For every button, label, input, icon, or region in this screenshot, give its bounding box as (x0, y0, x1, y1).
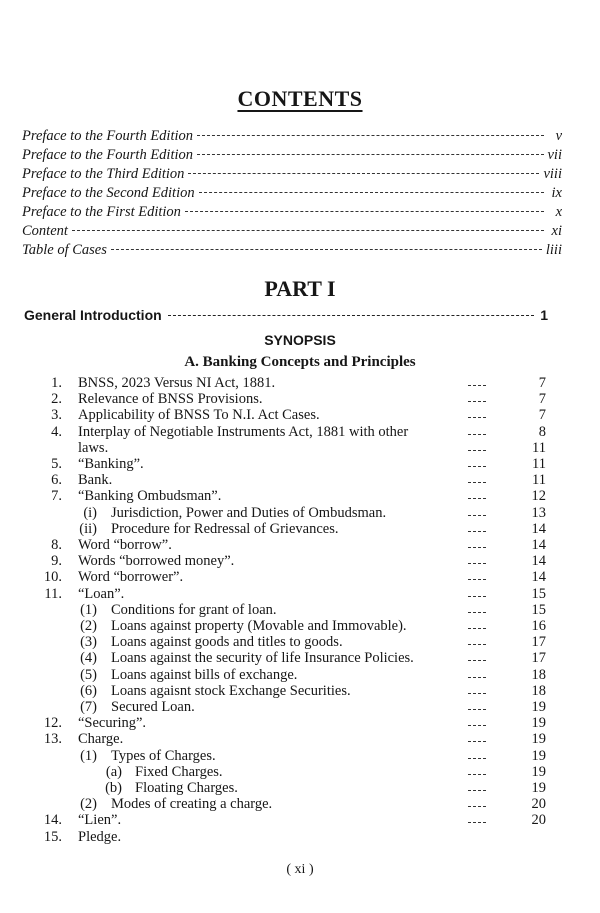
entry-page: 11 (532, 472, 546, 489)
entry-number: 5. (51, 456, 62, 472)
entry-page: 8 (538, 423, 546, 440)
leader-dashes (468, 472, 486, 483)
leader-dashes (468, 715, 486, 726)
leader-dashes (188, 173, 539, 174)
entry-page: 14 (531, 553, 546, 570)
synopsis-entry (0, 505, 600, 521)
synopsis-entry (0, 456, 600, 472)
leader-dashes (468, 456, 486, 467)
leader-dashes (197, 154, 543, 155)
entry-page: 19 (531, 763, 546, 780)
entry-number: 6. (51, 472, 62, 489)
synopsis-entry (0, 829, 600, 845)
leader-dashes (468, 391, 486, 402)
entry-label: Loans against the security of life Insurance Policies. (111, 650, 414, 667)
synopsis-entry (0, 488, 600, 504)
leader-dashes (468, 634, 486, 645)
entry-page: 7 (538, 375, 546, 391)
entry-page: 11 (532, 439, 546, 456)
entry-label: Loans against property (Movable and Immovable). (111, 618, 407, 634)
front-matter-page: liii (545, 242, 562, 258)
front-matter-page: ix (551, 185, 562, 201)
synopsis-entry (0, 667, 600, 683)
synopsis-entry (0, 683, 600, 699)
front-matter-label: Content (22, 223, 68, 239)
entry-label: Loans agaisnt stock Exchange Securities. (111, 682, 351, 699)
entry-page: 17 (531, 650, 546, 667)
entry-label: Jurisdiction, Power and Duties of Ombudsman. (111, 504, 387, 521)
synopsis-entry (0, 650, 600, 666)
entry-page: 20 (531, 796, 546, 813)
leader-dashes (468, 586, 486, 597)
leader-dashes (199, 192, 544, 193)
leader-dashes (468, 796, 486, 807)
leader-dashes (468, 440, 486, 451)
entry-label: laws. (78, 439, 109, 456)
leader-dashes (468, 764, 486, 775)
entry-number: (7) (80, 699, 97, 715)
entry-number: (1) (80, 747, 97, 764)
leader-dashes (468, 505, 486, 516)
synopsis-entry (0, 796, 600, 812)
front-matter-label: Preface to the First Edition (22, 204, 181, 220)
synopsis-entry (0, 602, 600, 618)
front-matter-page: v (555, 128, 562, 144)
part-heading: PART I (264, 276, 336, 301)
entry-number: (a) (105, 763, 122, 780)
front-matter-item (22, 223, 562, 242)
entry-label: Modes of creating a charge. (111, 796, 273, 813)
leader-dashes (468, 537, 486, 548)
front-matter-page: vii (547, 147, 562, 163)
synopsis-entry (0, 586, 600, 602)
entry-page: 14 (531, 520, 546, 537)
entry-label: Types of Charges. (111, 747, 216, 764)
front-matter-item (22, 204, 562, 223)
leader-dashes (468, 488, 486, 499)
entry-label: Charge. (78, 731, 124, 748)
entry-label: Pledge. (78, 828, 122, 845)
entry-page: 7 (538, 407, 546, 424)
entry-number: (4) (80, 650, 97, 667)
entry-label: “Securing”. (78, 715, 147, 732)
entry-label: Applicability of BNSS To N.I. Act Cases. (78, 407, 320, 424)
entry-page: 15 (531, 585, 546, 602)
entry-label: Procedure for Redressal of Grievances. (111, 520, 339, 537)
leader-dashes (468, 667, 486, 678)
entry-label: Secured Loan. (111, 699, 195, 715)
front-matter-label: Preface to the Third Edition (22, 166, 185, 182)
front-matter-page: viii (543, 166, 562, 182)
entry-number: (6) (80, 682, 97, 699)
synopsis-entry (0, 715, 600, 731)
leader-dashes (468, 602, 486, 613)
entry-page: 14 (531, 569, 546, 586)
front-matter-page: xi (551, 223, 562, 239)
entry-label: Loans against bills of exchange. (111, 666, 298, 683)
leader-dashes (468, 618, 486, 629)
front-matter-label: Preface to the Fourth Edition (22, 147, 194, 163)
entry-number: (ii) (79, 520, 97, 537)
entry-number: 10. (43, 569, 62, 586)
general-introduction-row (24, 307, 548, 323)
entry-label: Words “borrowed money”. (78, 553, 235, 570)
entry-number: (5) (80, 666, 97, 683)
general-introduction-label: General Introduction (24, 307, 162, 323)
front-matter-list (22, 128, 562, 261)
entry-number: 11. (44, 585, 62, 602)
synopsis-heading: SYNOPSIS (264, 332, 336, 348)
entry-label: Fixed Charges. (135, 763, 223, 780)
entry-number: (i) (83, 504, 97, 521)
entry-label: “Banking Ombudsman”. (78, 488, 222, 505)
leader-dashes (168, 315, 535, 316)
synopsis-entry (0, 618, 600, 634)
front-matter-label: Preface to the Second Edition (22, 185, 195, 201)
leader-dashes (468, 375, 486, 386)
entry-number: 12. (43, 715, 62, 732)
synopsis-entry (0, 440, 600, 456)
entry-page: 7 (538, 391, 546, 408)
leader-dashes (468, 569, 486, 580)
synopsis-entry (0, 569, 600, 585)
general-introduction-page: 1 (540, 307, 548, 323)
entry-page: 19 (531, 731, 546, 748)
front-matter-item (22, 128, 562, 147)
synopsis-entry (0, 731, 600, 747)
entry-number: 15. (43, 828, 62, 845)
entry-label: Word “borrower”. (78, 569, 184, 586)
synopsis-entry (0, 537, 600, 553)
synopsis-entry (0, 391, 600, 407)
entry-label: Floating Charges. (135, 780, 238, 796)
contents-title: CONTENTS (237, 86, 363, 111)
front-matter-item (22, 147, 562, 166)
leader-dashes (468, 748, 486, 759)
leader-dashes (468, 521, 486, 532)
entry-page: 13 (531, 504, 546, 521)
section-heading: A. Banking Concepts and Principles (184, 354, 416, 370)
synopsis-entry (0, 521, 600, 537)
front-matter-page: x (555, 204, 562, 220)
front-matter-item (22, 242, 562, 261)
leader-dashes (468, 812, 486, 823)
synopsis-entry (0, 780, 600, 796)
entry-label: “Banking”. (78, 456, 144, 472)
front-matter-item (22, 185, 562, 204)
synopsis-entry (0, 812, 600, 828)
leader-dashes (468, 424, 486, 435)
entry-label: Relevance of BNSS Provisions. (78, 391, 263, 408)
entry-label: Conditions for grant of loan. (111, 601, 277, 618)
entry-page: 14 (531, 537, 546, 553)
entry-number: 13. (43, 731, 62, 748)
entry-label: Interplay of Negotiable Instruments Act, 1881 with other (78, 423, 409, 440)
synopsis-entry (0, 699, 600, 715)
synopsis-entry (0, 375, 600, 391)
leader-dashes (185, 211, 544, 212)
entry-page: 15 (531, 601, 546, 618)
leader-dashes (468, 553, 486, 564)
entry-number: 2. (51, 391, 62, 408)
entry-page: 17 (531, 634, 546, 651)
entry-number: 1. (51, 375, 62, 391)
entry-number: 14. (43, 812, 62, 829)
entry-number: 9. (51, 553, 62, 570)
leader-dashes (468, 407, 486, 418)
entry-page: 18 (531, 682, 546, 699)
entry-label: Word “borrow”. (78, 537, 172, 553)
synopsis-entry (0, 634, 600, 650)
synopsis-entry (0, 764, 600, 780)
entry-label: Bank. (78, 472, 113, 489)
entry-page: 18 (531, 666, 546, 683)
leader-dashes (468, 780, 486, 791)
entry-number: (2) (80, 618, 97, 634)
page-number-footer: ( xi ) (286, 862, 314, 877)
leader-dashes (468, 650, 486, 661)
synopsis-entry (0, 407, 600, 423)
entry-number: (b) (105, 780, 122, 796)
front-matter-label: Table of Cases (22, 242, 107, 258)
front-matter-label: Preface to the Fourth Edition (22, 128, 194, 144)
entry-label: Loans against goods and titles to goods. (111, 634, 343, 651)
synopsis-entry (0, 472, 600, 488)
entry-label: “Loan”. (78, 585, 125, 602)
entry-page: 19 (531, 715, 546, 732)
entry-page: 20 (531, 812, 546, 829)
leader-dashes (197, 135, 544, 136)
entry-number: 7. (51, 488, 62, 505)
leader-dashes (468, 699, 486, 710)
synopsis-entry (0, 748, 600, 764)
synopsis-entry (0, 424, 600, 440)
synopsis-entry (0, 553, 600, 569)
entry-page: 19 (531, 780, 546, 796)
entry-page: 12 (531, 488, 546, 505)
entry-number: (3) (80, 634, 97, 651)
front-matter-item (22, 166, 562, 185)
entry-label: BNSS, 2023 Versus NI Act, 1881. (78, 375, 276, 391)
entry-number: 3. (51, 407, 62, 424)
entry-label: “Lien”. (78, 812, 122, 829)
entry-number: 4. (51, 423, 62, 440)
leader-dashes (468, 731, 486, 742)
entry-page: 19 (531, 747, 546, 764)
entry-number: 8. (51, 537, 62, 553)
entry-page: 19 (531, 699, 546, 715)
leader-dashes (111, 249, 542, 250)
entry-page: 11 (532, 456, 546, 472)
entry-number: (2) (80, 796, 97, 813)
entry-page: 16 (531, 618, 546, 634)
entry-number: (1) (80, 601, 97, 618)
leader-dashes (468, 683, 486, 694)
leader-dashes (72, 230, 544, 231)
